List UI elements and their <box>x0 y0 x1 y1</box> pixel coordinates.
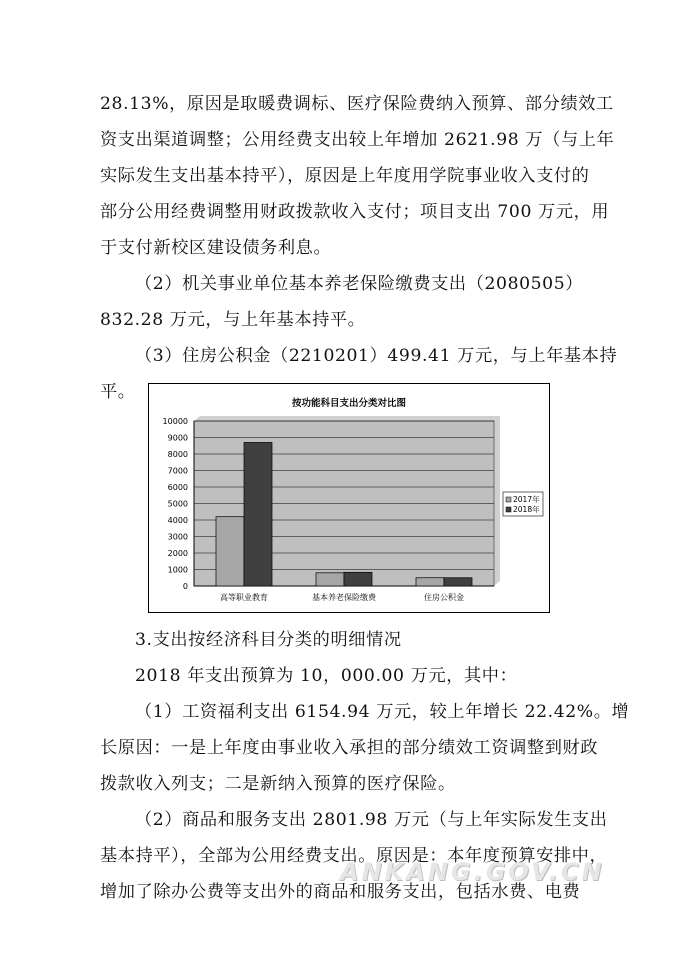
bar <box>244 442 272 586</box>
y-tick-label: 9000 <box>167 433 188 443</box>
paragraph-line: 2018 年支出预算为 10，000.00 万元，其中： <box>135 666 518 686</box>
paragraph-line: 于支付新校区建设债务利息。 <box>100 238 332 258</box>
chart-title: 按功能科目支出分类对比图 <box>291 398 407 409</box>
legend-swatch <box>506 507 511 512</box>
bar <box>344 572 372 586</box>
x-tick-label: 基本养老保险缴费 <box>312 593 376 602</box>
bar <box>444 578 472 586</box>
paragraph-line: 平。 <box>100 382 136 402</box>
paragraph-line: 实际发生支出基本持平），原因是上年度用学院事业收入支付的 <box>100 166 590 186</box>
paragraph-line: （3）住房公积金（2210201）499.41 万元，与上年基本持 <box>135 346 618 366</box>
watermark-text: ANKANG.GOV.CN <box>340 858 605 886</box>
paragraph-line: 28.13%，原因是取暖费调标、医疗保险费纳入预算、部分绩效工 <box>100 94 614 114</box>
paragraph-line: 832.28 万元，与上年基本持平。 <box>100 310 366 330</box>
y-tick-label: 3000 <box>167 532 188 542</box>
section-heading: 3.支出按经济科目分类的明细情况 <box>135 630 402 650</box>
bar <box>216 517 244 586</box>
y-tick-label: 6000 <box>167 483 188 492</box>
y-tick-label: 4000 <box>167 516 188 525</box>
paragraph-line: 资支出渠道调整；公用经费支出较上年增加 2621.98 万（与上年 <box>100 130 615 150</box>
paragraph-line: 拨款收入列支；二是新纳入预算的医疗保险。 <box>100 774 456 794</box>
bar-chart-svg <box>149 384 549 612</box>
y-tick-label: 0 <box>182 582 188 591</box>
legend-label: 2017年 <box>513 495 540 504</box>
paragraph-line: 部分公用经费调整用财政拨款收入支付；项目支出 700 万元，用 <box>100 202 610 222</box>
bar <box>316 573 344 586</box>
y-tick-label: 2000 <box>167 549 188 558</box>
x-tick-label: 高等职业教育 <box>220 593 268 602</box>
bar-chart <box>148 383 550 613</box>
paragraph-line: （2）商品和服务支出 2801.98 万元（与上年实际发生支出 <box>135 810 608 830</box>
x-tick-label: 住房公积金 <box>424 593 464 602</box>
y-tick-label: 5000 <box>167 499 188 509</box>
paragraph-line: 基本持平），全部为公用经费支出。原因是：本年度预算安排中， <box>100 846 608 866</box>
paragraph-line: 增加了除办公费等支出外的商品和服务支出，包括水费、电费 <box>100 882 581 902</box>
legend-swatch <box>506 497 511 502</box>
paragraph-line: （2）机关事业单位基本养老保险缴费支出（2080505） <box>135 274 584 294</box>
y-tick-label: 8000 <box>167 450 188 459</box>
y-tick-label: 10000 <box>162 417 188 426</box>
y-tick-label: 1000 <box>167 565 188 575</box>
y-tick-label: 7000 <box>167 466 188 476</box>
paragraph-line: 长原因：一是上年度由事业收入承担的部分绩效工资调整到财政 <box>100 738 599 758</box>
legend-label: 2018年 <box>513 505 540 514</box>
paragraph-line: （1）工资福利支出 6154.94 万元，较上年增长 22.42%。增 <box>135 702 630 722</box>
bar <box>416 578 444 586</box>
